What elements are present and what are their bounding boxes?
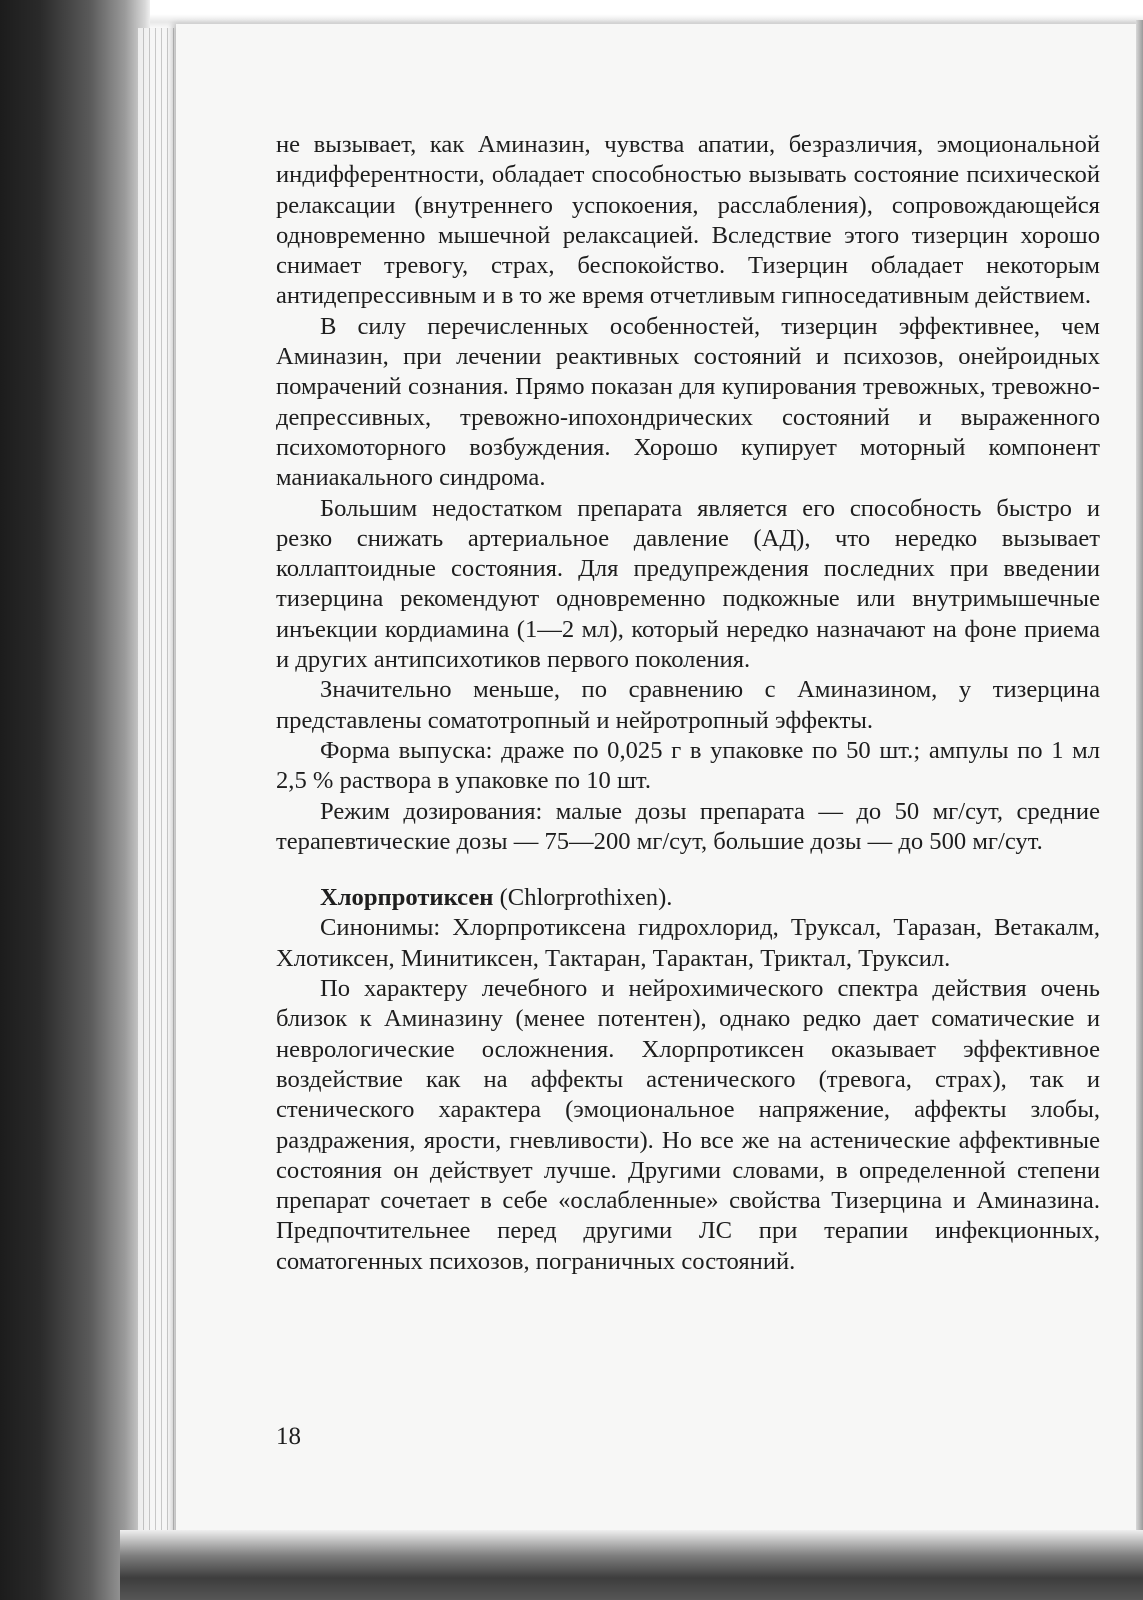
page-number: 18 — [276, 1423, 301, 1450]
paragraph: В силу перечисленных особенностей, тизерцин эффективнее, чем Аминазин, при лечении реактивных состояний и психозов, онейроидных помрачений сознания. Прямо показан для купирования тревожных, тревожно-депрессивных, тревожно-ипохондрических состояний и выраженного психомоторного возбуждения. Хорошо купирует моторный компонент маниакального синдрома. — [276, 312, 1100, 492]
page-right-edge — [1136, 20, 1143, 1550]
paragraph: Режим дозирования: малые дозы препарата — до 50 мг/сут, средние терапевтические дозы — 75—200 мг/сут, большие дозы — до 500 мг/сут. — [276, 797, 1100, 855]
paragraph: Значительно меньше, по сравнению с Аминазином, у тизерцина представлены соматотропный и нейротропный эффекты. — [276, 676, 1100, 734]
paragraph: Форма выпуска: драже по 0,025 г в упаковке по 50 шт.; ампулы по 1 мл 2,5 % раствора в упаковке по 10 шт. — [276, 736, 1100, 795]
drug-name: Хлорпротиксен — [320, 884, 494, 912]
synonyms-paragraph: Синонимы: Хлорпротиксена гидрохлорид, Труксал, Таразан, Ветакалм, Хлотиксен, Минитиксен, Тактаран, Тарактан, Триктал, Труксил. — [276, 914, 1100, 972]
paragraph: Большим недостатком препарата является его способность быстро и резко снижать артериальное давление (АД), что нередко вызывает коллаптоидные состояния. Для предупреждения последних при введении тизерцина рекомендуют одновременно подкожные или внутримышечные инъекции кордиамина (1—2 мл), который нередко назначают на фоне приема и других антипсихотиков первого поколения. — [276, 494, 1100, 674]
book-spine-shadow — [0, 0, 150, 1600]
drug-heading — [276, 883, 1100, 913]
description-paragraph: По характеру лечебного и нейрохимического спектра действия очень близок к Аминазину (менее потентен), однако редко дает соматические и неврологические осложнения. Хлорпротиксен оказывает эффективное воздействие как на аффекты астенического (тревога, страх), так и стенического характера (эмоциональное напряжение, аффекты злобы, раздражения, ярости, гневливости). Но все же на астенические аффективные состояния он действует лучше. Другими словами, в определенной степени препарат сочетает в себе «ослабленные» свойства Тизерцина и Аминазина. Предпочтительнее перед другими ЛС при терапии инфекционных, соматогенных психозов, пограничных состояний. — [276, 975, 1100, 1275]
page-text-body — [276, 130, 1100, 1277]
paragraph: не вызывает, как Аминазин, чувства апатии, безразличия, эмоциональной индифферентности, обладает способностью вызывать состояние психической релаксации (внутреннего успокоения, расслабления), сопровождающейся одновременно мышечной релаксацией. Вследствие этого тизерцин хорошо снимает тревогу, страх, беспокойство. Тизерцин обладает некоторым антидепрессивным и в то же время отчетливым гипноседативным действием. — [276, 131, 1100, 310]
drug-latin-name: (Chlorprothixen). — [493, 884, 673, 912]
page-bottom-shadow — [120, 1530, 1143, 1600]
